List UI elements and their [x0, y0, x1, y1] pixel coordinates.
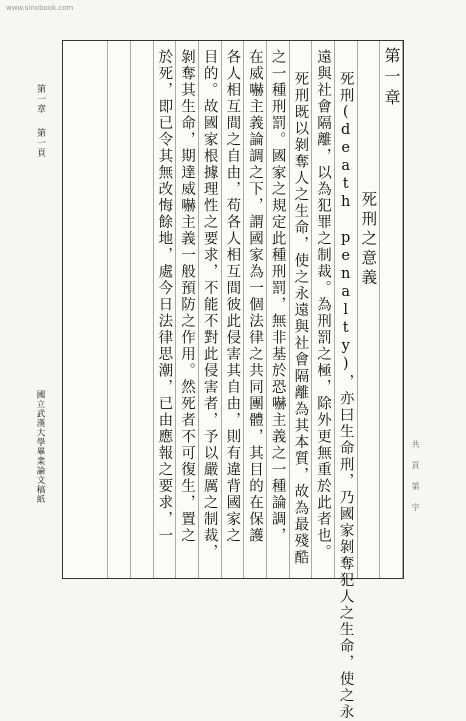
margin-chapter-label: 第一章: [35, 84, 45, 114]
manuscript-sheet: [62, 40, 404, 721]
column-text: 死刑(death penalty)，亦曰生命刑，乃國家剝奪犯人之生命，使之永: [337, 71, 354, 721]
column-text: 目的。故國家根據理性之要求，不能不對此侵害者，予以嚴厲之制裁，: [201, 49, 218, 561]
column-text: 遠與社會隔離，以為犯罪之制裁。為刑罰之極，除外更無重於此者也。: [315, 49, 331, 561]
section-title: 死刑之意義: [359, 191, 378, 289]
manuscript-column: [63, 41, 86, 578]
watermark-text: www.sinobook.com: [6, 4, 74, 12]
column-text: 死刑既以剝奪人之生命，使之永遠與社會隔離為其本質，故為最殘酷: [292, 71, 309, 566]
manuscript-column: [198, 41, 222, 578]
column-text: 之一種刑罰。國家之規定此種刑罰，無非基於恐嚇主義之一種論調，: [269, 49, 286, 544]
manuscript-column: [311, 41, 335, 578]
page-counter-label: 共 頁 第 字: [411, 440, 420, 513]
chapter-heading: 第一章: [382, 47, 401, 110]
manuscript-column: [334, 41, 358, 721]
manuscript-column: [289, 41, 313, 578]
right-margin: [410, 440, 440, 513]
column-text: 各人相互間之自由，苟各人相互間彼此侵害其自由，則有違背國家之: [224, 49, 241, 544]
column-text: 在威嚇主義論調之下，謂國家為一個法律之共同團體，其目的在保護: [247, 49, 263, 544]
manuscript-column: [153, 41, 177, 578]
manuscript-column: [243, 41, 267, 578]
manuscript-column: [175, 41, 199, 578]
manuscript-column: [266, 41, 290, 578]
manuscript-column: [85, 41, 109, 578]
margin-institution-label: 國立武漢大學畢業論文稿紙: [35, 390, 45, 504]
manuscript-column: [107, 41, 131, 578]
manuscript-column: [130, 41, 154, 578]
column-text: 於死，即已令其無改悔餘地，處今日法律思潮，已由應報之要求，一: [156, 49, 173, 544]
manuscript-column: [379, 41, 403, 578]
manuscript-column: [357, 41, 381, 578]
margin-page-label: 第一頁: [35, 128, 45, 158]
column-text: 剝奪其生命，期達威嚇主義一般預防之作用。然死者不可復生，置之: [179, 49, 195, 544]
left-margin: [30, 40, 60, 577]
manuscript-column: [221, 41, 245, 578]
